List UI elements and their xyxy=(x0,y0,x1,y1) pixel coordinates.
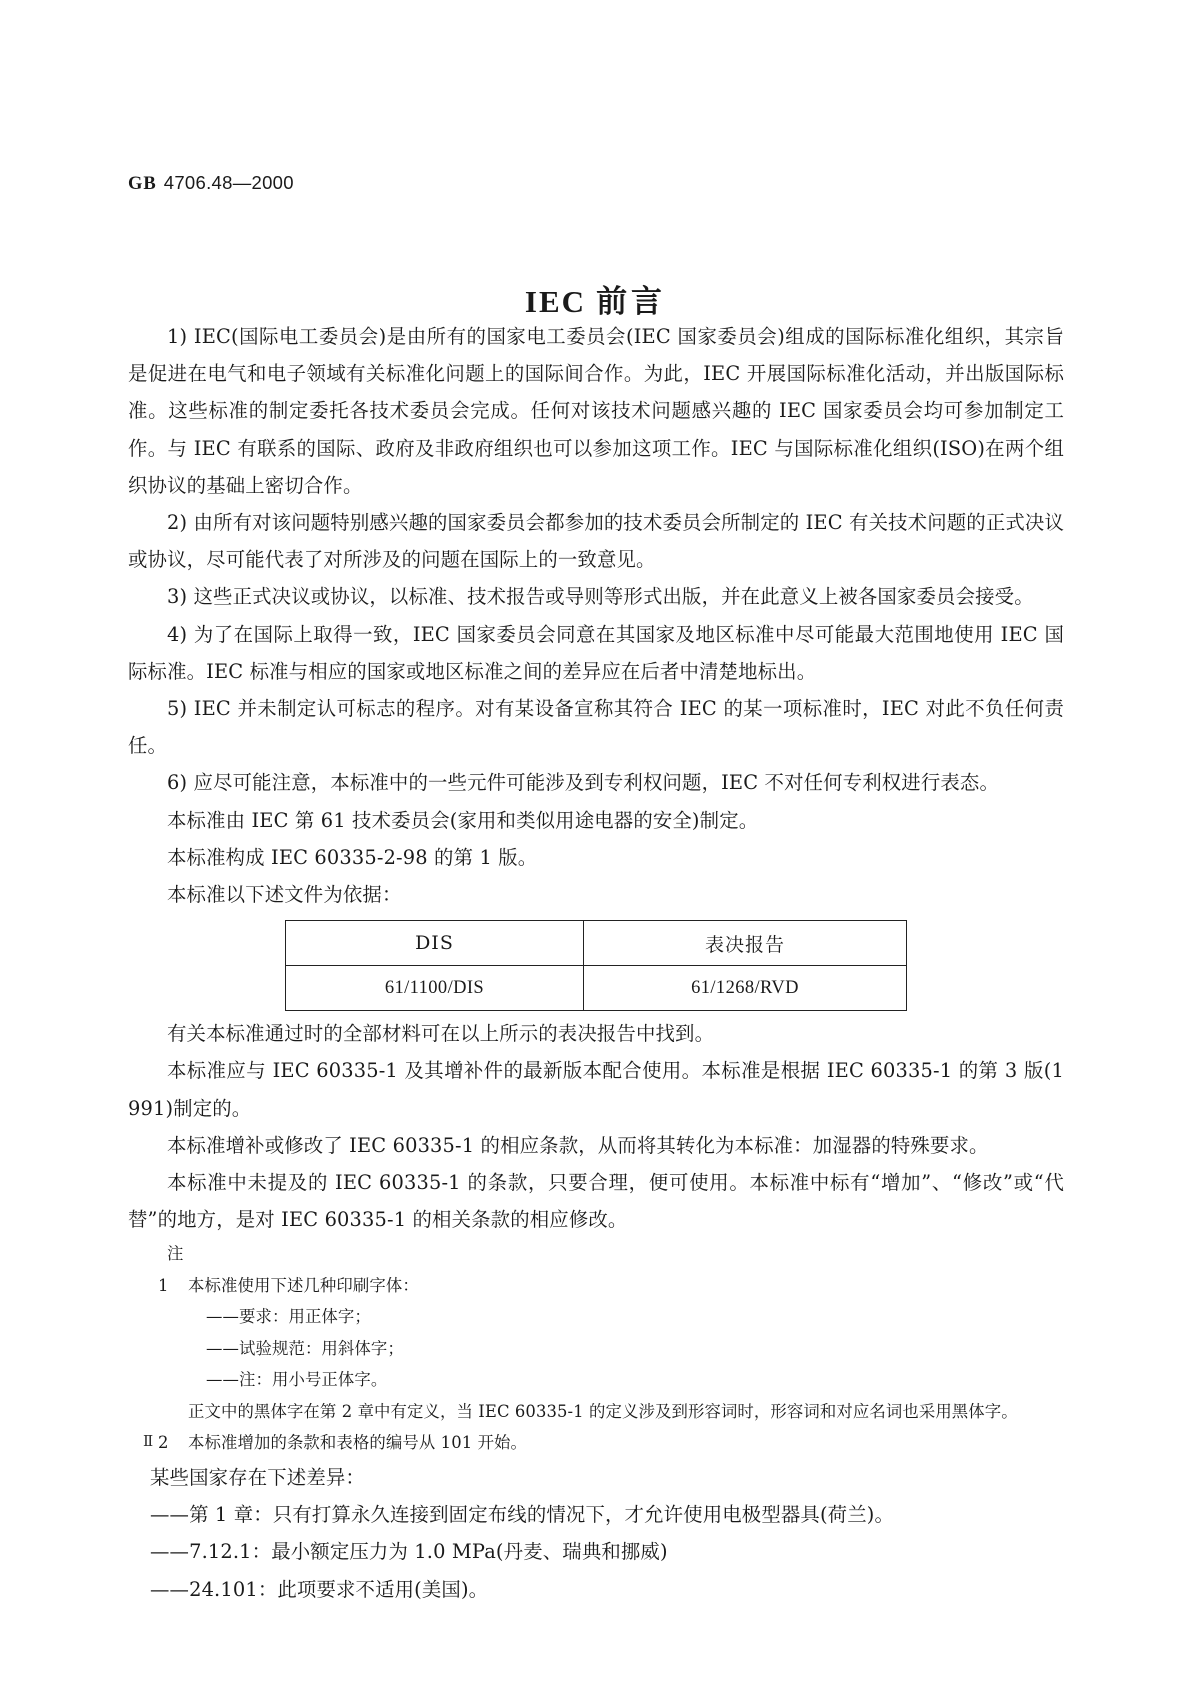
iec-foreword-clause-5: 5) IEC 并未制定认可标志的程序。对有某设备宣称其符合 IEC 的某一项标准时，IEC 对此不负任何责任。 xyxy=(128,697,1064,758)
statement-basis-intro: 本标准以下述文件为依据： xyxy=(167,883,402,907)
note-item-2-text: 本标准增加的条款和表格的编号从 101 开始。 xyxy=(188,1433,528,1453)
statement-use-with-60335-1: 本标准应与 IEC 60335-1 及其增补件的最新版本配合使用。本标准是根据 IEC 60335-1 的第 3 版(1991)制定的。 xyxy=(128,1059,1064,1120)
table-cell-dis-value: 61/1100/DIS xyxy=(286,966,584,1011)
note-dash-note: ——注：用小号正体字。 xyxy=(206,1370,388,1390)
running-header xyxy=(128,172,294,195)
note-item-1 xyxy=(128,1270,1064,1302)
page-title xyxy=(0,276,1191,321)
notes-label: 注 xyxy=(167,1244,184,1264)
note-item-2-index: 2 xyxy=(158,1433,169,1453)
note-dash-test-spec: ——试验规范：用斜体字； xyxy=(206,1338,404,1358)
table-cell-rvd-value: 61/1268/RVD xyxy=(583,966,906,1011)
page-number: Ⅱ xyxy=(143,1432,154,1450)
deviation-item-clause-1: ——第 1 章：只有打算永久连接到固定布线的情况下，才允许使用电极型器具(荷兰)。 xyxy=(150,1503,895,1527)
table-column-dis: DIS xyxy=(286,921,584,966)
note-item-1-continuation: 正文中的黑体字在第 2 章中有定义，当 IEC 60335-1 的定义涉及到形容词时，形容词和对应名词也采用黑体字。 xyxy=(188,1401,1018,1421)
statement-voting-materials: 有关本标准通过时的全部材料可在以上所示的表决报告中找到。 xyxy=(167,1022,715,1046)
statement-committee: 本标准由 IEC 第 61 技术委员会(家用和类似用途电器的安全)制定。 xyxy=(167,808,759,832)
note-item-1-index: 1 xyxy=(158,1275,169,1295)
statement-edition: 本标准构成 IEC 60335-2-98 的第 1 版。 xyxy=(167,845,538,869)
table-column-voting-report: 表决报告 xyxy=(583,921,906,966)
deviation-item-24-101: ——24.101：此项要求不适用(美国)。 xyxy=(150,1577,489,1601)
table-row xyxy=(286,966,907,1011)
iec-foreword-clause-1: 1) IEC(国际电工委员会)是由所有的国家电工委员会(IEC 国家委员会)组成的国际标准化组织，其宗旨是促进在电气和电子领域有关标准化问题上的国际间合作。为此，IEC 开展国际标准化活动，并出版国际标准。这些标准的制定委托各技术委员会完成。任何对该技术问题感兴趣的 IEC 国家委员会均可参加制定工作。与 IEC 有联系的国际、政府及非政府组织也可以参加这项工作。IEC 与国际标准化组织(ISO)在两个组织协议的基础上密切合作。 xyxy=(128,325,1064,497)
reference-documents-table xyxy=(285,920,907,1011)
deviation-item-7-12-1: ——7.12.1：最小额定压力为 1.0 MPa(丹麦、瑞典和挪威) xyxy=(150,1540,668,1564)
page-title-latin: IEC xyxy=(524,283,587,319)
iec-foreword-clause-3: 3) 这些正式决议或协议，以标准、技术报告或导则等形式出版，并在此意义上被各国家委员会接受。 xyxy=(167,585,1034,609)
iec-foreword-clause-6: 6) 应尽可能注意，本标准中的一些元件可能涉及到专利权问题，IEC 不对任何专利权进行表态。 xyxy=(167,771,1000,795)
note-dash-requirement: ——要求：用正体字； xyxy=(206,1307,371,1327)
note-item-2 xyxy=(128,1427,1064,1459)
notes-section xyxy=(128,1238,1064,1459)
page-title-cjk: 前言 xyxy=(596,283,667,320)
table-header-row xyxy=(286,921,907,966)
iec-foreword-clause-2: 2) 由所有对该问题特别感兴趣的国家委员会都参加的技术委员会所制定的 IEC 有关技术问题的正式决议或协议，尽可能代表了对所涉及的问题在国际上的一致意见。 xyxy=(128,511,1064,572)
statement-supplement-scope: 本标准增补或修改了 IEC 60335-1 的相应条款，从而将其转化为本标准：加湿器的特殊要求。 xyxy=(167,1133,989,1157)
reference-table-wrapper xyxy=(128,920,1064,1011)
statement-unmentioned-clauses: 本标准中未提及的 IEC 60335-1 的条款，只要合理，便可使用。本标准中标有“增加”、“修改”或“代替”的地方，是对 IEC 60335-1 的相关条款的相应修改。 xyxy=(128,1171,1064,1232)
standard-prefix: GB xyxy=(128,174,157,194)
note-item-1-text: 本标准使用下述几种印刷字体： xyxy=(188,1275,419,1295)
deviations-intro: 某些国家存在下述差异： xyxy=(150,1465,365,1489)
standard-number: 4706.48—2000 xyxy=(163,172,294,193)
iec-foreword-clause-4: 4) 为了在国际上取得一致，IEC 国家委员会同意在其国家及地区标准中尽可能最大范围地使用 IEC 国际标准。IEC 标准与相应的国家或地区标准之间的差异应在后者中清楚地标出。 xyxy=(128,622,1064,683)
body-content xyxy=(128,318,1064,1608)
